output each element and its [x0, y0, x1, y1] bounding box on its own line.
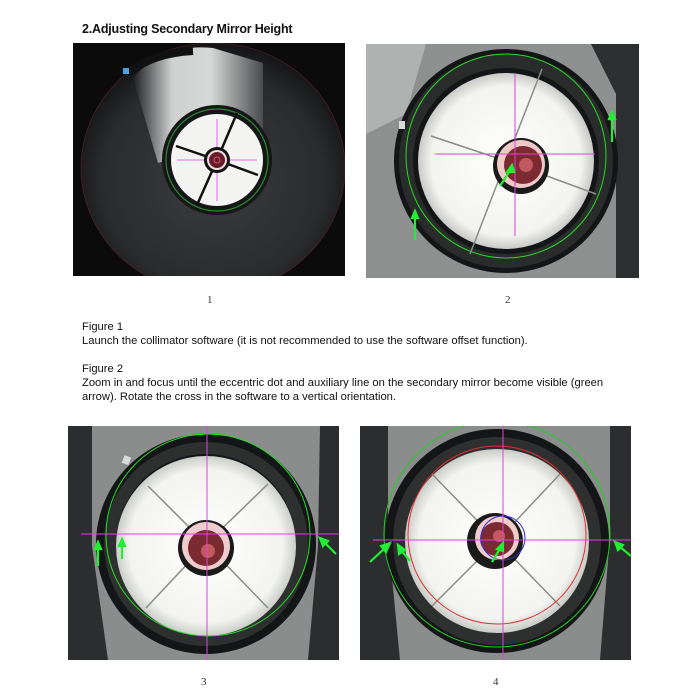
- figure-2-image: [366, 44, 639, 278]
- section-heading: 2.Adjusting Secondary Mirror Height: [82, 22, 293, 36]
- caption-figure-1: [82, 320, 622, 348]
- caption-body: Zoom in and focus until the eccentric dot and auxiliary line on the secondary mirror become visible (green arrow). Rotate the cross in the software to a vertical orientation.: [82, 377, 604, 403]
- caption-title: Figure 1: [82, 321, 124, 333]
- figure-3-image: [68, 426, 339, 660]
- figure-2-number: 2: [505, 294, 511, 306]
- caption-body: Launch the collimator software (it is not recommended to use the software offset function).: [82, 335, 528, 347]
- figure-1-number: 1: [207, 294, 213, 306]
- figure-3-number: 3: [201, 676, 207, 688]
- figure-4-number: 4: [493, 676, 499, 688]
- figure-4-image: [360, 426, 631, 660]
- figure-1-image: [73, 43, 345, 276]
- caption-figure-2: [82, 362, 622, 404]
- caption-title: Figure 2: [82, 363, 124, 375]
